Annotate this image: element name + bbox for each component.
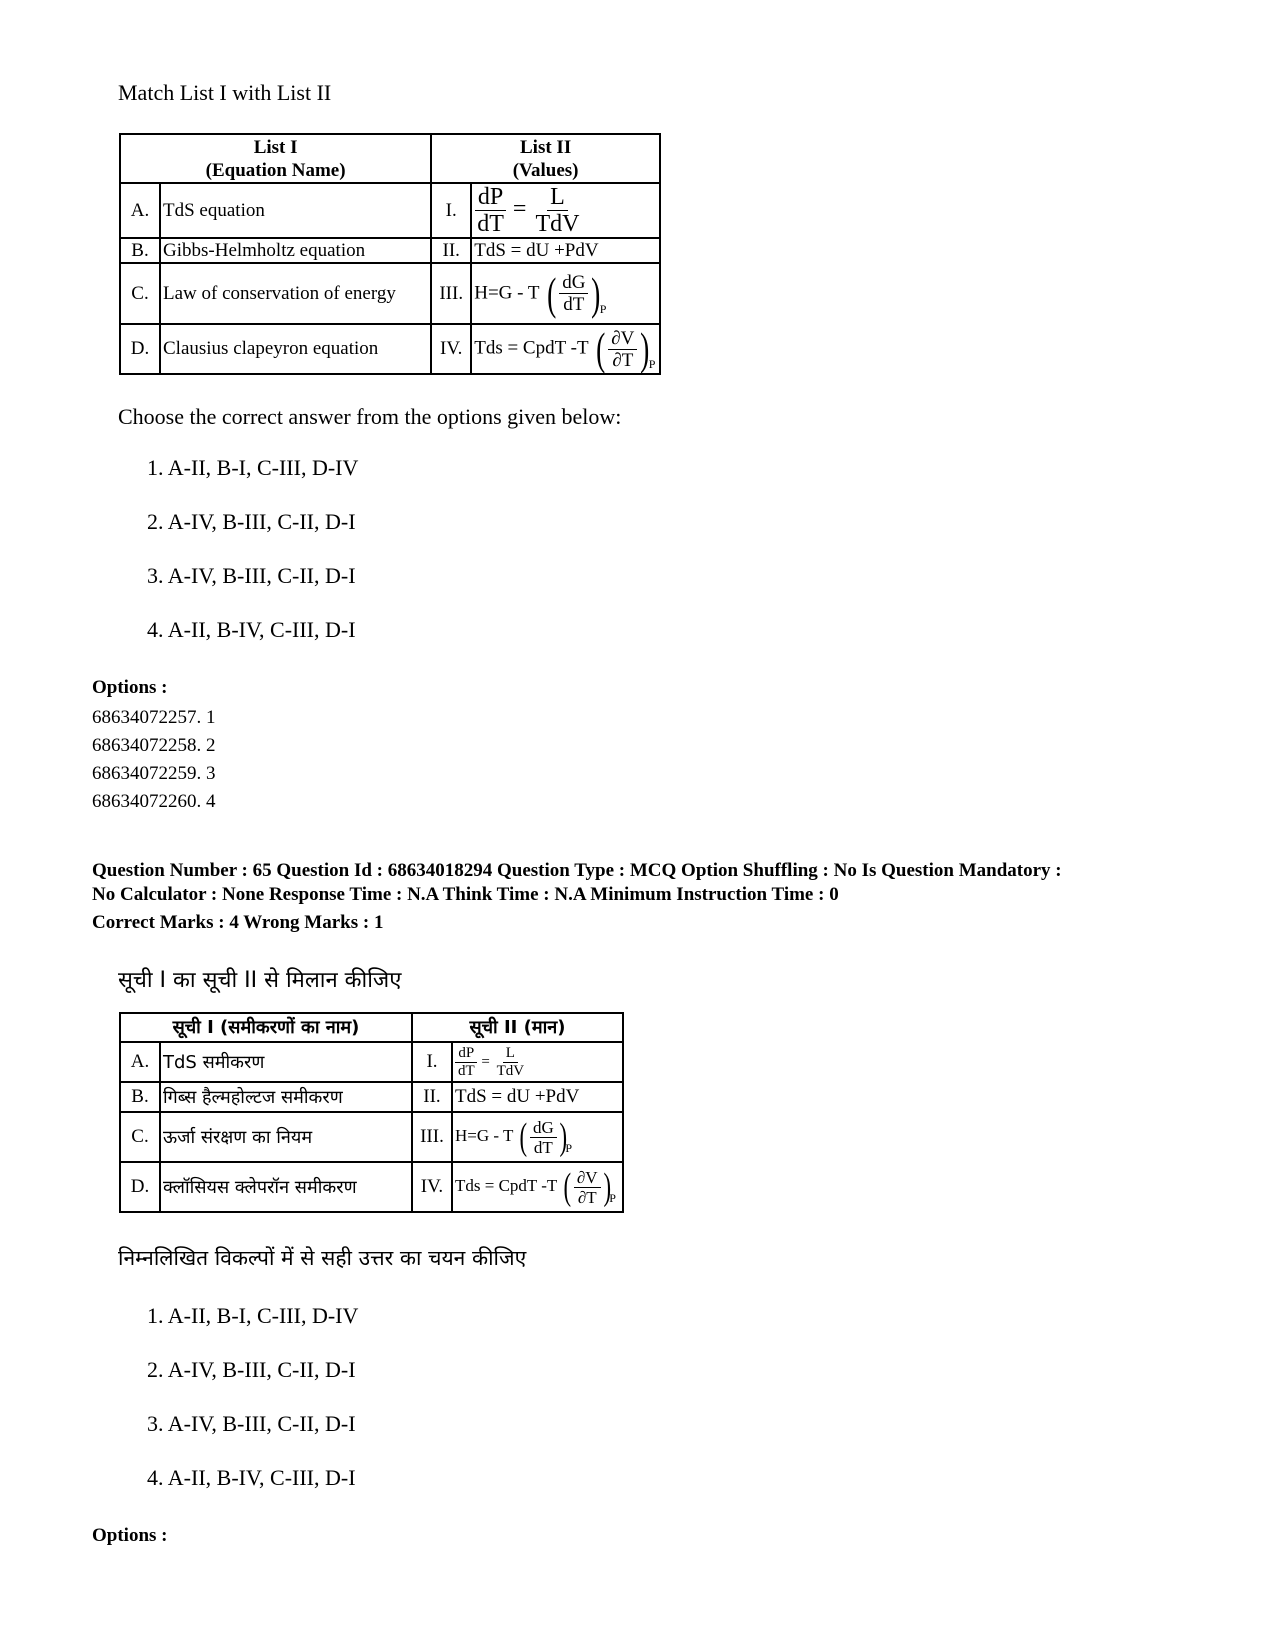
options-list: [92, 704, 216, 816]
meta-line: Question Number : 65 Question Id : 68634018294 Question Type : MCQ Option Shuffling : No Is Question Mandatory :: [92, 860, 1062, 881]
option-item: 68634072257. 1: [92, 707, 216, 728]
equation-value: $\frac{dP}{dT}$ = $\frac{L}{\text{TdV}}$: [452, 1042, 623, 1082]
equation-value: $\frac{dP}{dT}$ = $\frac{L}{\text{TdV}}$: [471, 183, 660, 238]
answer-choice: 2. A-IV, B-III, C-II, D-I: [147, 509, 356, 534]
list1-header: सूची I (समीकरणों का नाम): [120, 1013, 412, 1042]
table-row: A. TdS equation I. $\frac{dP}{dT}$ = $\frac{L}{\text{TdV}}$: [120, 183, 660, 238]
equation-value: TdS = dU +PdV: [452, 1082, 623, 1112]
meta-line: No Calculator : None Response Time : N.A Think Time : N.A Minimum Instruction Time : 0: [92, 884, 839, 905]
answer-choice: 3. A-IV, B-III, C-II, D-I: [147, 563, 356, 588]
equation-value: H=G - T ( $\frac{dG}{dT}$ ) P: [452, 1112, 623, 1162]
table-row: D. क्लॉसियस क्लेपरॉन समीकरण IV. Tds = CpdT -T ( $\frac{\partial V}{\partial T}$ ) P: [120, 1162, 623, 1212]
option-item: 68634072260. 4: [92, 791, 216, 812]
options-label: Options :: [92, 1525, 168, 1546]
equation-name: TdS समीकरण: [160, 1042, 412, 1082]
table-row: A. TdS समीकरण I. $\frac{dP}{dT}$ = $\frac{L}{\text{TdV}}$: [120, 1042, 623, 1082]
equation-value: H=G - T ( $\frac{dG}{dT}$ ) P: [471, 263, 660, 324]
equation-name: गिब्स हैल्महोल्टज समीकरण: [160, 1082, 412, 1112]
options-label: Options :: [92, 677, 168, 698]
answer-choice: 2. A-IV, B-III, C-II, D-I: [147, 1357, 356, 1382]
instruction-text-hindi: निम्नलिखित विकल्पों में से सही उत्तर का चयन कीजिए: [118, 1246, 527, 1270]
equation-name: Gibbs-Helmholtz equation: [160, 238, 431, 263]
answer-choice: 1. A-II, B-I, C-III, D-IV: [147, 455, 359, 480]
option-item: 68634072258. 2: [92, 735, 216, 756]
equation-name: Clausius clapeyron equation: [160, 324, 431, 374]
equation-name: Law of conservation of energy: [160, 263, 431, 324]
table-row: C. Law of conservation of energy III. H=G - T ( $\frac{dG}{dT}$ ) P: [120, 263, 660, 324]
answer-choice: 1. A-II, B-I, C-III, D-IV: [147, 1303, 359, 1328]
question-title: Match List I with List II: [118, 80, 332, 105]
table-row: D. Clausius clapeyron equation IV. Tds = CpdT -T ( $\frac{\partial V}{\partial T}$ ) P: [120, 324, 660, 374]
answer-choice: 3. A-IV, B-III, C-II, D-I: [147, 1411, 356, 1436]
equation-value: Tds = CpdT -T ( $\frac{\partial V}{\partial T}$ ) P: [471, 324, 660, 374]
list2-header: List II (Values): [431, 134, 660, 183]
list1-header: List I (Equation Name): [120, 134, 431, 183]
match-table-hindi: [119, 1012, 624, 1213]
meta-line: Correct Marks : 4 Wrong Marks : 1: [92, 912, 384, 933]
instruction-text: Choose the correct answer from the options given below:: [118, 404, 622, 429]
table-row: C. ऊर्जा संरक्षण का नियम III. H=G - T ( $\frac{dG}{dT}$ ) P: [120, 1112, 623, 1162]
equation-value: TdS = dU +PdV: [471, 238, 660, 263]
equation-name: ऊर्जा संरक्षण का नियम: [160, 1112, 412, 1162]
table-row: B. Gibbs-Helmholtz equation II. TdS = dU +PdV: [120, 238, 660, 263]
option-item: 68634072259. 3: [92, 763, 216, 784]
match-table: [119, 133, 661, 375]
answer-choice: 4. A-II, B-IV, C-III, D-I: [147, 1465, 356, 1490]
question-title-hindi: सूची I का सूची II से मिलान कीजिए: [118, 968, 402, 993]
table-row: B. गिब्स हैल्महोल्टज समीकरण II. TdS = dU +PdV: [120, 1082, 623, 1112]
question-meta: [92, 859, 1262, 935]
list2-header: सूची II (मान): [412, 1013, 623, 1042]
answer-choice: 4. A-II, B-IV, C-III, D-I: [147, 617, 356, 642]
equation-value: Tds = CpdT -T ( $\frac{\partial V}{\partial T}$ ) P: [452, 1162, 623, 1212]
equation-name: TdS equation: [160, 183, 431, 238]
equation-name: क्लॉसियस क्लेपरॉन समीकरण: [160, 1162, 412, 1212]
